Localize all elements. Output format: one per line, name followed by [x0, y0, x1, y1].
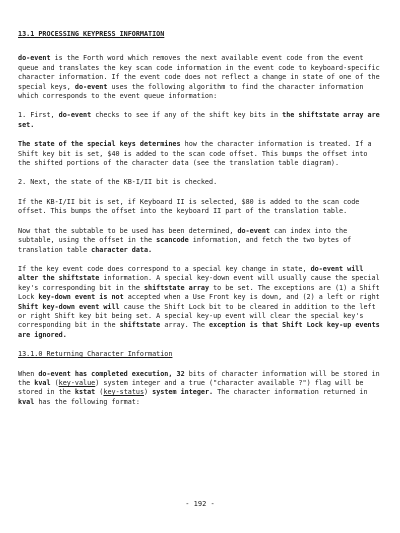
paragraph-step-1: [18, 111, 382, 130]
text-run: array. The: [160, 321, 210, 330]
term-kstat: kstat: [74, 388, 96, 397]
text-run: can index into the subtable, using the offset in the: [18, 226, 348, 245]
term-scancode: scancode: [156, 236, 189, 245]
term-key-value: key-value: [58, 378, 96, 387]
bold-phrase: key-down event is not: [38, 293, 124, 302]
text-run: uses the following algorithm to find the character information which corresponds to the event queue information:: [18, 82, 364, 101]
paragraph-returning-info: [18, 370, 382, 408]
paragraph-do-event-intro: [18, 54, 382, 101]
term-do-event: do-event: [18, 54, 51, 63]
paragraph-kb-bit: If the KB-I/II bit is set, if Keyboard II is selected, $80 is added to the scan code offset. This bumps the offset into the keyboard II part of the translation table.: [18, 197, 360, 216]
text-run: is the Forth word which removes the next available event code from the event queue and translates the key scan code information in the event code to keyboard-specific character information. If the event code does not reflect a change in state of one of the special keys,: [18, 54, 380, 91]
bold-phrase: system integer.: [152, 388, 214, 397]
term-shiftstate: the shiftstate array are set.: [18, 111, 380, 129]
bold-phrase: do-event will alter the shiftstate: [18, 264, 364, 283]
text-run: (: [95, 388, 104, 397]
term-do-event: do-event: [58, 111, 92, 120]
text-run: (: [50, 378, 59, 387]
term-shiftstate: shiftstate: [119, 321, 161, 330]
text-run: Now that the subtable to be used has been determined,: [18, 226, 238, 235]
section-heading: 13.1 PROCESSING KEYPRESS INFORMATION: [18, 30, 165, 38]
text-run: how the character information is treated. If a Shift key bit is set, $40 is added to the scan code offset. This bumps the offset into the shifted portions of the character data (see the translation table diagram).: [18, 140, 372, 168]
paragraph-state-change: [18, 265, 382, 340]
paragraph-step-2: 2. Next, the state of the KB-I/II bit is checked.: [18, 178, 218, 187]
text-run: ): [144, 388, 153, 397]
term-do-event: do-event: [74, 82, 108, 91]
term-do-event: do-event: [237, 226, 270, 235]
text-run: information. A special key-down event will usually cause the special key's corresponding bit in the: [18, 274, 380, 292]
text-run: If the key event code does correspond to a special key change in state,: [18, 264, 311, 273]
term-kval: kval: [34, 378, 51, 387]
text-run: bits of character information will be stored in the: [18, 369, 380, 387]
term-kval: kval: [18, 397, 35, 406]
term-shiftstate: shiftstate array: [143, 283, 210, 292]
paragraph-subtable: [18, 227, 382, 255]
text-run: When: [18, 369, 39, 378]
text-run: information, and fetch the two bytes of translation table: [18, 236, 352, 254]
term-key-status: key-status: [103, 388, 145, 397]
text-run: ) system integer and a true ("character available ?") flag will be stored in the: [18, 378, 364, 397]
paragraph-special-keys: [18, 140, 382, 168]
term-character-data: character data.: [91, 245, 153, 254]
text-run: has the following format:: [34, 397, 140, 406]
text-run: 1. First,: [18, 111, 59, 120]
text-run: The character information returned in: [213, 388, 368, 397]
bold-phrase: The state of the special keys determines: [18, 140, 181, 149]
bold-phrase: do-event has completed execution, 32: [38, 369, 185, 378]
bold-phrase: Shift key-down event will: [18, 302, 120, 311]
text-run: accepted when a Use Front key is down, and (2) a left or right: [123, 293, 380, 302]
text-run: cause the Shift Lock bit to be cleared in addition to the left or right Shift key bit being set. A special key-up event will clear the special key's corresponding bit in the: [18, 302, 376, 330]
subsection-heading: 13.1.0 Returning Character Information: [18, 350, 173, 359]
page-number: - 192 -: [185, 500, 215, 508]
bold-phrase: exception is that Shift Lock key-up events are ignored.: [18, 321, 380, 339]
text-run: checks to see if any of the shift key bits in: [91, 111, 283, 120]
text-run: to be set. The exceptions are (1) a Shift Lock: [18, 283, 380, 302]
